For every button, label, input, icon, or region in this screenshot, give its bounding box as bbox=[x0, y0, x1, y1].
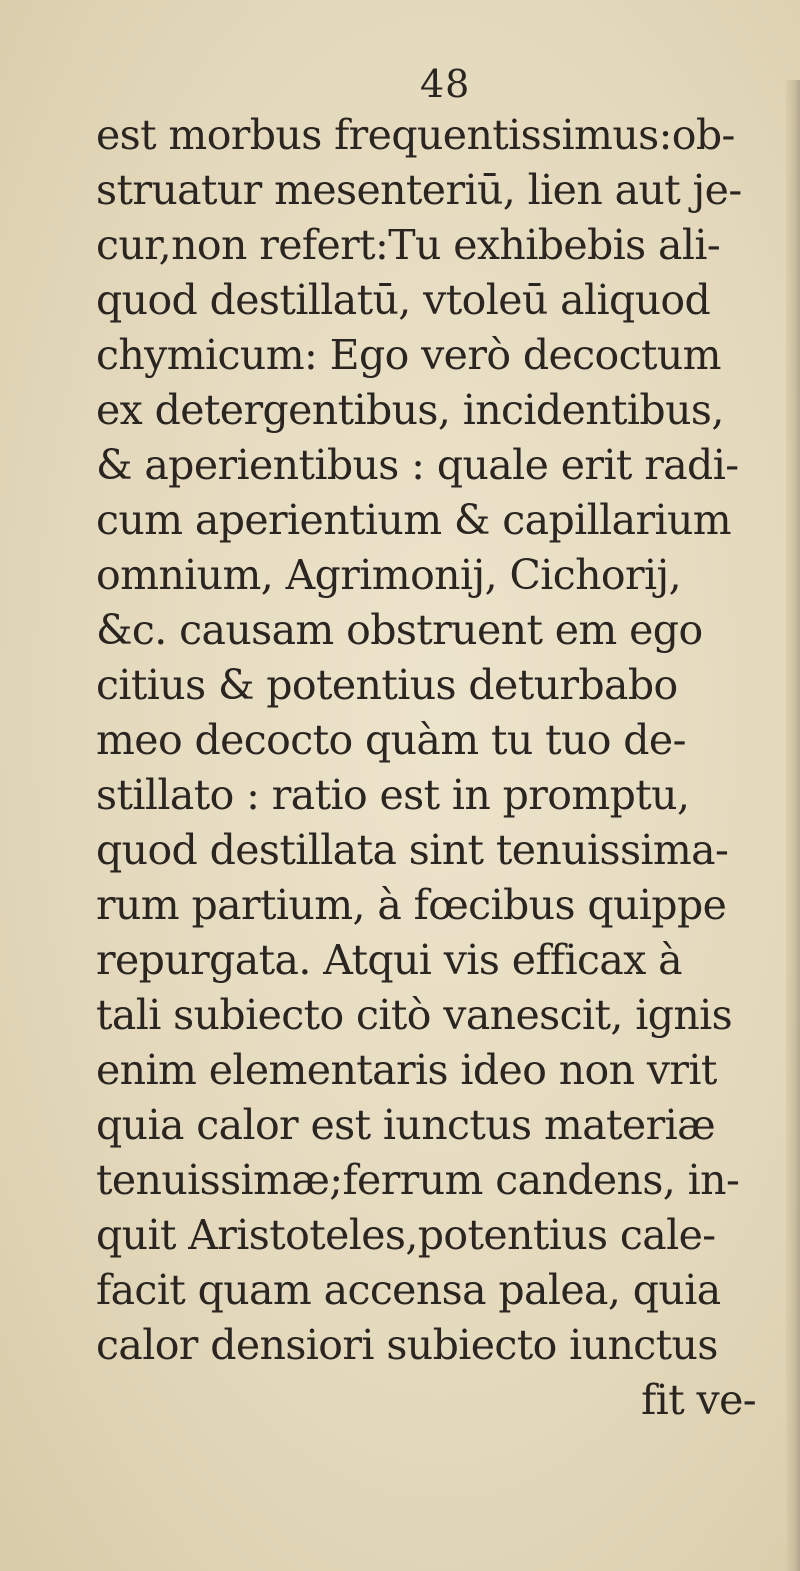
text-line: quia calor est iunctus materiæ bbox=[96, 1101, 716, 1149]
text-line: est morbus frequentissimus:ob- bbox=[96, 111, 735, 159]
text-line: stillato : ratio est in promptu, bbox=[96, 771, 690, 819]
catchword: fit ve- bbox=[641, 1376, 756, 1424]
page-edge-shadow bbox=[786, 80, 800, 1571]
text-line: omnium, Agrimonij, Cichorij, bbox=[96, 551, 682, 599]
text-line: &c. causam obstruent em ego bbox=[96, 606, 703, 654]
text-line: quod destillata sint tenuissima- bbox=[96, 826, 729, 874]
text-line: quod destillatū, vtoleū aliquod bbox=[96, 276, 711, 324]
text-line: meo decocto quàm tu tuo de- bbox=[96, 716, 686, 764]
text-line: facit quam accensa palea, quia bbox=[96, 1266, 721, 1314]
body-text bbox=[96, 108, 786, 1428]
text-line: cum aperientium & capillarium bbox=[96, 496, 732, 544]
text-line: ex detergentibus, incidentibus, bbox=[96, 386, 724, 434]
text-line: citius & potentius deturbabo bbox=[96, 661, 678, 709]
text-line: cur,non refert:Tu exhibebis ali- bbox=[96, 221, 721, 269]
text-line: quit Aristoteles,potentius cale- bbox=[96, 1211, 716, 1259]
text-line: struatur mesenteriū, lien aut je- bbox=[96, 166, 742, 214]
text-line: repurgata. Atqui vis efficax à bbox=[96, 936, 683, 984]
text-line: rum partium, à fœcibus quippe bbox=[96, 881, 727, 929]
text-line: & aperientibus : quale erit radi- bbox=[96, 441, 739, 489]
text-line: tali subiecto citò vanescit, ignis bbox=[96, 991, 733, 1039]
page-number: 48 bbox=[420, 62, 471, 106]
text-line: chymicum: Ego verò decoctum bbox=[96, 331, 721, 379]
text-line: calor densiori subiecto iunctus bbox=[96, 1321, 718, 1369]
text-line: enim elementaris ideo non vrit bbox=[96, 1046, 717, 1094]
text-line: tenuissimæ;ferrum candens, in- bbox=[96, 1156, 740, 1204]
